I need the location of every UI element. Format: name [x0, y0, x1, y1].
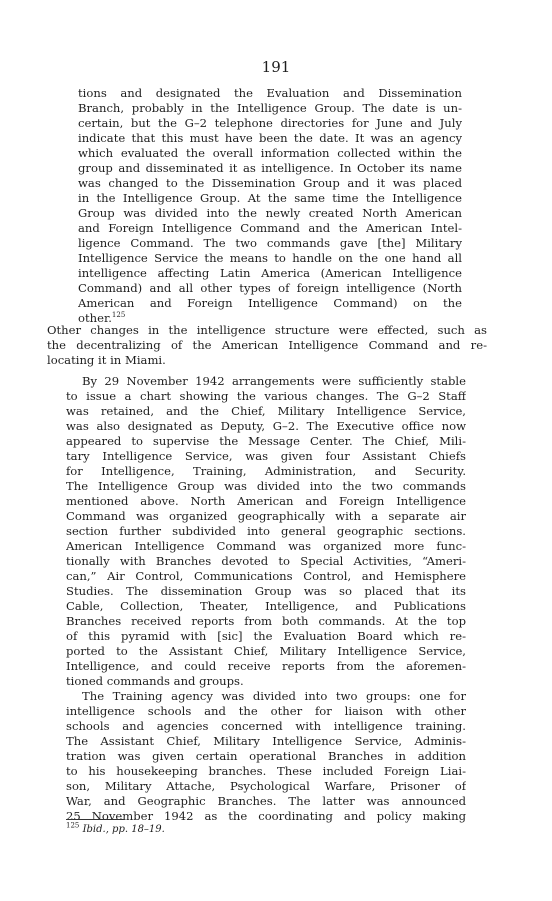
text-line: was also designated as Deputy, G–2. The Executive office now [66, 419, 466, 433]
text-line: tionally with Branches devoted to Special Activities, “Ameri- [66, 554, 466, 568]
text-line: The Training agency was divided into two groups: one for [82, 689, 466, 703]
text-line: Command was organized geographically with a separate air [66, 509, 466, 523]
text-line: to issue a chart showing the various changes. The G–2 Staff [66, 389, 466, 403]
text-line: in the Intelligence Group. At the same time the Intelligence [78, 191, 462, 205]
text-line: appeared to supervise the Message Center. The Chief, Mili- [66, 434, 466, 448]
text-line: schools and agencies concerned with intelligence training. [66, 719, 466, 733]
text-line: intelligence affecting Latin America (American Intelligence [78, 266, 462, 280]
text-line: Intelligence Service the means to handle on the one hand all [78, 251, 462, 265]
text-line: American Intelligence Command was organized more func- [66, 539, 466, 553]
text-fragment: other. [78, 311, 112, 325]
text-line: By 29 November 1942 arrangements were sufficiently stable [82, 374, 466, 388]
text-line: indicate that this must have been the date. It was an agency [78, 131, 462, 145]
footnote-number: 125 [66, 821, 80, 830]
text-line: was changed to the Dissemination Group and it was placed [78, 176, 462, 190]
text-line: Group was divided into the newly created North American [78, 206, 462, 220]
text-line: intelligence schools and the other for liaison with other [66, 704, 466, 718]
text-line: Studies. The dissemination Group was so placed that its [66, 584, 466, 598]
footnote-text: Ibid., pp. 18–19. [82, 824, 165, 835]
text-line: group and disseminated it as intelligence. In October its name [78, 161, 462, 175]
text-line: was retained, and the Chief, Military Intelligence Service, [66, 404, 466, 418]
text-line: locating it in Miami. [47, 353, 166, 367]
text-line: section further subdivided into general geographic sections. [66, 524, 466, 538]
paragraph-3 [66, 374, 466, 824]
text-line: mentioned above. North American and Foreign Intelligence [66, 494, 466, 508]
text-line: Other changes in the intelligence structure were effected, such as [47, 323, 487, 337]
text-line: 25 November 1942 as the coordinating and policy making [66, 809, 466, 823]
text-line: War, and Geographic Branches. The latter was announced [66, 794, 466, 808]
footnote [66, 821, 165, 835]
text-line: tration was given certain operational Branches in addition [66, 749, 466, 763]
text-line: Command) and all other types of foreign intelligence (North [78, 281, 462, 295]
footnote-ref: 125 [111, 311, 126, 320]
text-line: Cable, Collection, Theater, Intelligence, and Publications [66, 599, 466, 613]
text-line: Branch, probably in the Intelligence Group. The date is un- [78, 101, 462, 115]
text-line: for Intelligence, Training, Administration, and Security. [66, 464, 466, 478]
text-line: of this pyramid with [sic] the Evaluation Board which re- [66, 629, 466, 643]
text-line: American and Foreign Intelligence Command) on the [78, 296, 462, 310]
text-line: Branches received reports from both commands. At the top [66, 614, 466, 628]
paragraph-1 [78, 86, 462, 326]
text-line: The Intelligence Group was divided into the two commands [66, 479, 466, 493]
paragraph-2 [47, 323, 487, 368]
text-line: The Assistant Chief, Military Intelligence Service, Adminis- [66, 734, 466, 748]
text-line: can,” Air Control, Communications Control, and Hemisphere [66, 569, 466, 583]
text-line: which evaluated the overall information collected within the [78, 146, 462, 160]
text-line: tioned commands and groups. [66, 674, 244, 688]
text-line: Intelligence, and could receive reports from the aforemen- [66, 659, 466, 673]
text-line: son, Military Attache, Psychological Warfare, Prisoner of [66, 779, 466, 793]
text-line: the decentralizing of the American Intelligence Command and re- [47, 338, 487, 352]
text-line: and Foreign Intelligence Command and the American Intel- [78, 221, 462, 235]
text-line: tary Intelligence Service, was given four Assistant Chiefs [66, 449, 466, 463]
text-line: ligence Command. The two commands gave [the] Military [78, 236, 462, 250]
text-line: certain, but the G–2 telephone directories for June and July [78, 116, 462, 130]
text-line: ported to the Assistant Chief, Military Intelligence Service, [66, 644, 466, 658]
text-line: tions and designated the Evaluation and Dissemination [78, 86, 462, 100]
text-line: to his housekeeping branches. These included Foreign Liai- [66, 764, 466, 778]
page-number: 191 [261, 58, 291, 76]
footnote-divider [66, 819, 124, 820]
